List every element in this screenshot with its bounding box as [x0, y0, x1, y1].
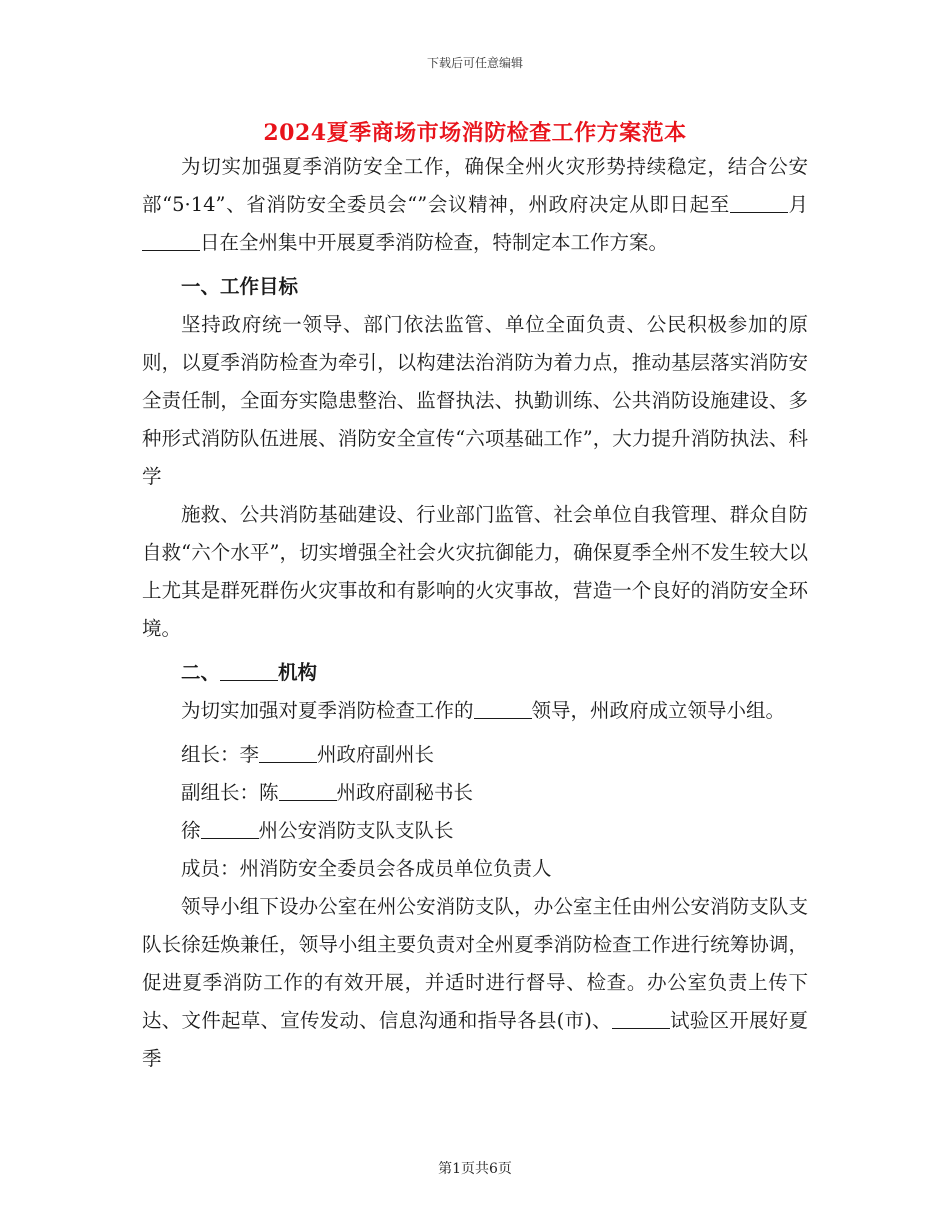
blank-field — [474, 699, 532, 720]
section1-heading: 一、工作目标 — [181, 275, 299, 298]
deputy2-line — [142, 812, 808, 850]
members-line: 成员：州消防安全委员会各成员单位负责人 — [181, 857, 552, 880]
deputy-title: 州政府副秘书长 — [336, 781, 474, 804]
page-header-note: 下载后可任意编辑 — [426, 56, 523, 70]
document-body — [142, 148, 808, 1078]
section2-heading-suffix: 机构 — [278, 661, 318, 684]
blank-field — [279, 781, 337, 802]
section2-text: 为切实加强对夏季消防检查工作的 — [181, 699, 474, 722]
deputy2-label: 徐 — [181, 819, 201, 842]
blank-field — [612, 1009, 670, 1030]
blank-field — [730, 193, 788, 214]
section2-paragraph-1 — [142, 692, 808, 730]
page-number: 第1页共6页 — [438, 1161, 512, 1177]
office-paragraph — [142, 888, 808, 1078]
document-title: 2024夏季商场市场消防检查工作方案范本 — [263, 120, 687, 146]
deputy-label: 副组长：陈 — [181, 781, 279, 804]
blank-field — [259, 743, 317, 764]
blank-field — [142, 231, 200, 252]
intro-text-1: 为切实加强夏季消防安全工作，确保全州火灾形势持续稳定，结合公安部“5·14”、省消防安全委员会“”会议精神，州政府决定从即日起至 — [142, 155, 808, 216]
deputy2-title: 州公安消防支队支队长 — [258, 819, 454, 842]
intro-text-3: 日在全州集中开展夏季消防检查，特制定本工作方案。 — [200, 231, 669, 254]
section2-heading — [142, 654, 808, 692]
intro-text-2: 月 — [787, 193, 808, 216]
section1-paragraph-2: 施救、公共消防基础建设、行业部门监管、社会单位自我管理、群众自防自救“六个水平”，切实增强全社会火灾抗御能力，确保夏季全州不发生较大以上尤其是群死群伤火灾事故和有影响的火灾事故，营造一个良好的消防安全环境。 — [142, 503, 808, 640]
office-text: 领导小组下设办公室在州公安消防支队，办公室主任由州公安消防支队支队长徐廷焕兼任，领导小组主要负责对全州夏季消防检查工作进行统筹协调，促进夏季消防工作的有效开展，并适时进行督导、检查。办公室负责上传下达、文件起草、宣传发动、信息沟通和指导各县(市)、 — [142, 895, 808, 1032]
deputy-line — [142, 774, 808, 812]
blank-field — [201, 819, 259, 840]
blank-field — [220, 661, 278, 682]
section1-paragraph-1: 坚持政府统一领导、部门依法监管、单位全面负责、公民积极参加的原则，以夏季消防检查为牵引，以构建法治消防为着力点，推动基层落实消防安全责任制，全面夯实隐患整治、监督执法、执勤训练、公共消防设施建设、多种形式消防队伍进展、消防安全宣传“六项基础工作”，大力提升消防执法、科学 — [142, 313, 808, 488]
leader-label: 组长：李 — [181, 743, 260, 766]
office-text: 试验区开展好夏季 — [142, 1009, 808, 1070]
intro-paragraph — [142, 148, 808, 262]
leader-title: 州政府副州长 — [317, 743, 435, 766]
leader-line — [142, 736, 808, 774]
section2-text: 领导，州政府成立领导小组。 — [531, 699, 786, 722]
section2-heading-prefix: 二、 — [181, 661, 221, 684]
